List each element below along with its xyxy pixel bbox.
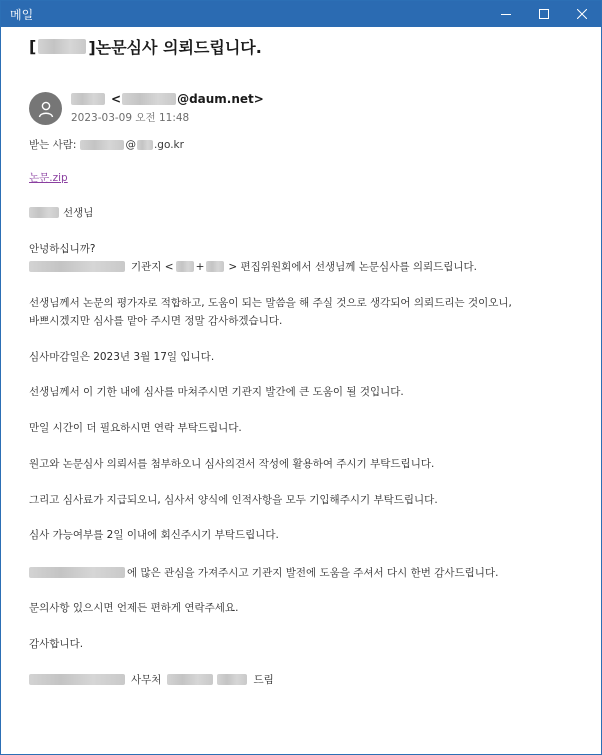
attachment-link[interactable]: 논문.zip: [29, 172, 68, 184]
signature-line: [29, 672, 274, 687]
body-text: 에 많은 관심을 가져주시고 기관지 발전에 도움을 주셔서 다시 한번 감사드립니다.: [127, 567, 499, 579]
redacted-person: [217, 674, 247, 685]
subject-text: ]논문심사 의뢰드립니다.: [88, 38, 262, 57]
body-line: 감사합니다.: [29, 638, 84, 650]
redacted-recipient: [80, 140, 124, 150]
signature-text: 사무처: [131, 674, 162, 686]
body-line: 문의사항 있으시면 언제든 편하게 연락주세요.: [29, 602, 239, 614]
avatar-person-icon: [37, 100, 55, 118]
close-button[interactable]: [563, 1, 601, 27]
maximize-icon: [539, 9, 549, 19]
redacted-recipient-domain: [137, 140, 153, 150]
body-line: 만일 시간이 더 필요하시면 연락 부탁드립니다.: [29, 422, 242, 434]
to-domain: .go.kr: [153, 138, 184, 151]
body-line: 선생님께서 논문의 평가자로 적합하고, 도움이 되는 말씀을 해 주실 것으로 생각되어 의뢰드리는 것이오니,: [29, 297, 512, 309]
email-subject: [29, 35, 262, 58]
avatar: [29, 92, 62, 125]
sender-domain: @daum.net>: [177, 92, 264, 106]
redacted-journal: [176, 261, 194, 272]
title-bar: [1, 1, 601, 27]
redacted-department: [167, 674, 213, 685]
signature-text: 드림: [253, 674, 274, 686]
body-line: 그리고 심사료가 지급되오니, 심사서 양식에 인적사항을 모두 기입해주시기 부탁드립니다.: [29, 494, 438, 506]
greeting-line: [29, 205, 93, 220]
redacted-org: [29, 261, 125, 272]
body-line: 안녕하십니까?: [29, 243, 96, 255]
maximize-button[interactable]: [525, 1, 563, 27]
body-text: +: [195, 260, 205, 273]
body-line: 심사 가능여부를 2일 이내에 회신주시기 부탁드립니다.: [29, 529, 279, 541]
body-line: 선생님께서 이 기한 내에 심사를 마쳐주시면 기관지 발간에 큰 도움이 될 것입니다.: [29, 386, 404, 398]
body-line: 바쁘시겠지만 심사를 맡아 주시면 정말 감사하겠습니다.: [29, 315, 283, 327]
window-title: 메일: [10, 7, 34, 22]
sent-date: 2023-03-09 오전 11:48: [71, 112, 190, 124]
sender-bracket: <: [111, 92, 122, 106]
redacted-name: [29, 207, 59, 218]
close-icon: [577, 9, 587, 19]
subject-bracket: [: [29, 37, 37, 56]
minimize-icon: [501, 9, 511, 19]
redacted-subject: [38, 39, 86, 54]
redacted-org: [29, 567, 125, 578]
redacted-journal: [206, 261, 224, 272]
to-label: 받는 사람:: [29, 139, 77, 151]
body-line: 심사마감일은 2023년 3월 17일 입니다.: [29, 351, 215, 363]
to-at: @: [125, 138, 136, 151]
redacted-org: [29, 674, 125, 685]
sender[interactable]: [71, 92, 264, 106]
redacted-sender-id: [122, 93, 176, 105]
body-line: [29, 565, 498, 580]
body-line: [29, 259, 477, 274]
greeting-suffix: 선생님: [63, 207, 94, 219]
redacted-sender-name: [71, 93, 105, 105]
body-line: 원고와 논문심사 의뢰서를 첨부하오니 심사의견서 작성에 활용하여 주시기 부탁드립니다.: [29, 458, 435, 470]
body-text: > 편집위원회에서 선생님께 논문심사를 의뢰드립니다.: [228, 261, 478, 273]
minimize-button[interactable]: [487, 1, 525, 27]
body-text: 기관지 <: [131, 261, 174, 273]
recipients: [29, 137, 184, 152]
